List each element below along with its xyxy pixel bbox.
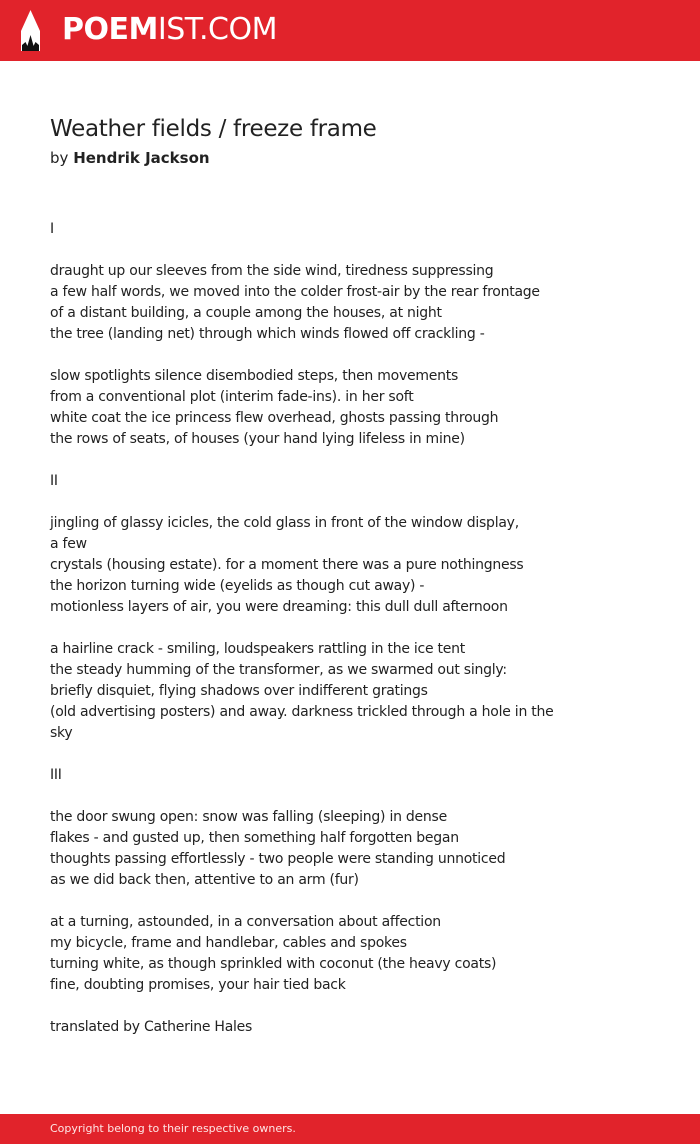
stanza-break <box>50 450 650 471</box>
site-logo-text <box>62 12 277 48</box>
poem-line: the rows of seats, of houses (your hand lying lifeless in mine) <box>50 431 465 447</box>
poem-line: III <box>50 767 62 783</box>
poem-line: fine, doubting promises, your hair tied back <box>50 977 346 993</box>
poem-byline <box>50 149 210 167</box>
by-label: by <box>50 149 69 167</box>
poem-line: I <box>50 221 54 237</box>
poem-line: briefly disquiet, flying shadows over indifferent gratings <box>50 683 428 699</box>
poem-line: translated by Catherine Hales <box>50 1019 253 1035</box>
stanza-break <box>50 618 650 639</box>
stanza-break <box>50 891 650 912</box>
logo-text-light: IST.COM <box>157 12 277 47</box>
stanza-break <box>50 492 650 513</box>
poem-body <box>50 219 650 1038</box>
author-name: Hendrik Jackson <box>73 149 210 167</box>
poem-line: a few <box>50 536 87 552</box>
copyright-notice: Copyright belong to their respective owners. <box>50 1122 296 1135</box>
poem-line: as we did back then, attentive to an arm (fur) <box>50 872 359 888</box>
poem-line: flakes - and gusted up, then something half forgotten began <box>50 830 459 846</box>
site-footer <box>0 1114 700 1144</box>
poem-line: turning white, as though sprinkled with coconut (the heavy coats) <box>50 956 497 972</box>
poem-line: white coat the ice princess flew overhead, ghosts passing through <box>50 410 499 426</box>
logo-text-bold: POEM <box>62 12 158 47</box>
site-header <box>0 0 700 61</box>
poem-line: (old advertising posters) and away. darkness trickled through a hole in the <box>50 704 554 720</box>
stanza-break <box>50 996 650 1017</box>
poem-line: a hairline crack - smiling, loudspeakers rattling in the ice tent <box>50 641 466 657</box>
poem-line: at a turning, astounded, in a conversation about affection <box>50 914 441 930</box>
poem-line: jingling of glassy icicles, the cold glass in front of the window display, <box>50 515 519 531</box>
poem-line: crystals (housing estate). for a moment there was a pure nothingness <box>50 557 524 573</box>
poem-line: the door swung open: snow was falling (sleeping) in dense <box>50 809 447 825</box>
stanza-break <box>50 786 650 807</box>
poem-line: my bicycle, frame and handlebar, cables and spokes <box>50 935 407 951</box>
poem-line: the horizon turning wide (eyelids as though cut away) - <box>50 578 425 594</box>
poem-line: thoughts passing effortlessly - two people were standing unnoticed <box>50 851 506 867</box>
poem-title: Weather fields / freeze frame <box>50 116 377 142</box>
stanza-break <box>50 240 650 261</box>
poem-line: the steady humming of the transformer, as we swarmed out singly: <box>50 662 507 678</box>
poem-line: the tree (landing net) through which winds flowed off crackling - <box>50 326 485 342</box>
poem-line: motionless layers of air, you were dreaming: this dull dull afternoon <box>50 599 508 615</box>
poem-line: from a conventional plot (interim fade-ins). in her soft <box>50 389 414 405</box>
poem-line: of a distant building, a couple among the houses, at night <box>50 305 442 321</box>
stanza-break <box>50 345 650 366</box>
poem-line: draught up our sleeves from the side wind, tiredness suppressing <box>50 263 494 279</box>
pen-nib-icon <box>18 9 43 52</box>
poem-line: a few half words, we moved into the colder frost-air by the rear frontage <box>50 284 540 300</box>
poem-line: II <box>50 473 58 489</box>
poem-line: sky <box>50 725 73 741</box>
stanza-break <box>50 744 650 765</box>
poem-line: slow spotlights silence disembodied steps, then movements <box>50 368 459 384</box>
